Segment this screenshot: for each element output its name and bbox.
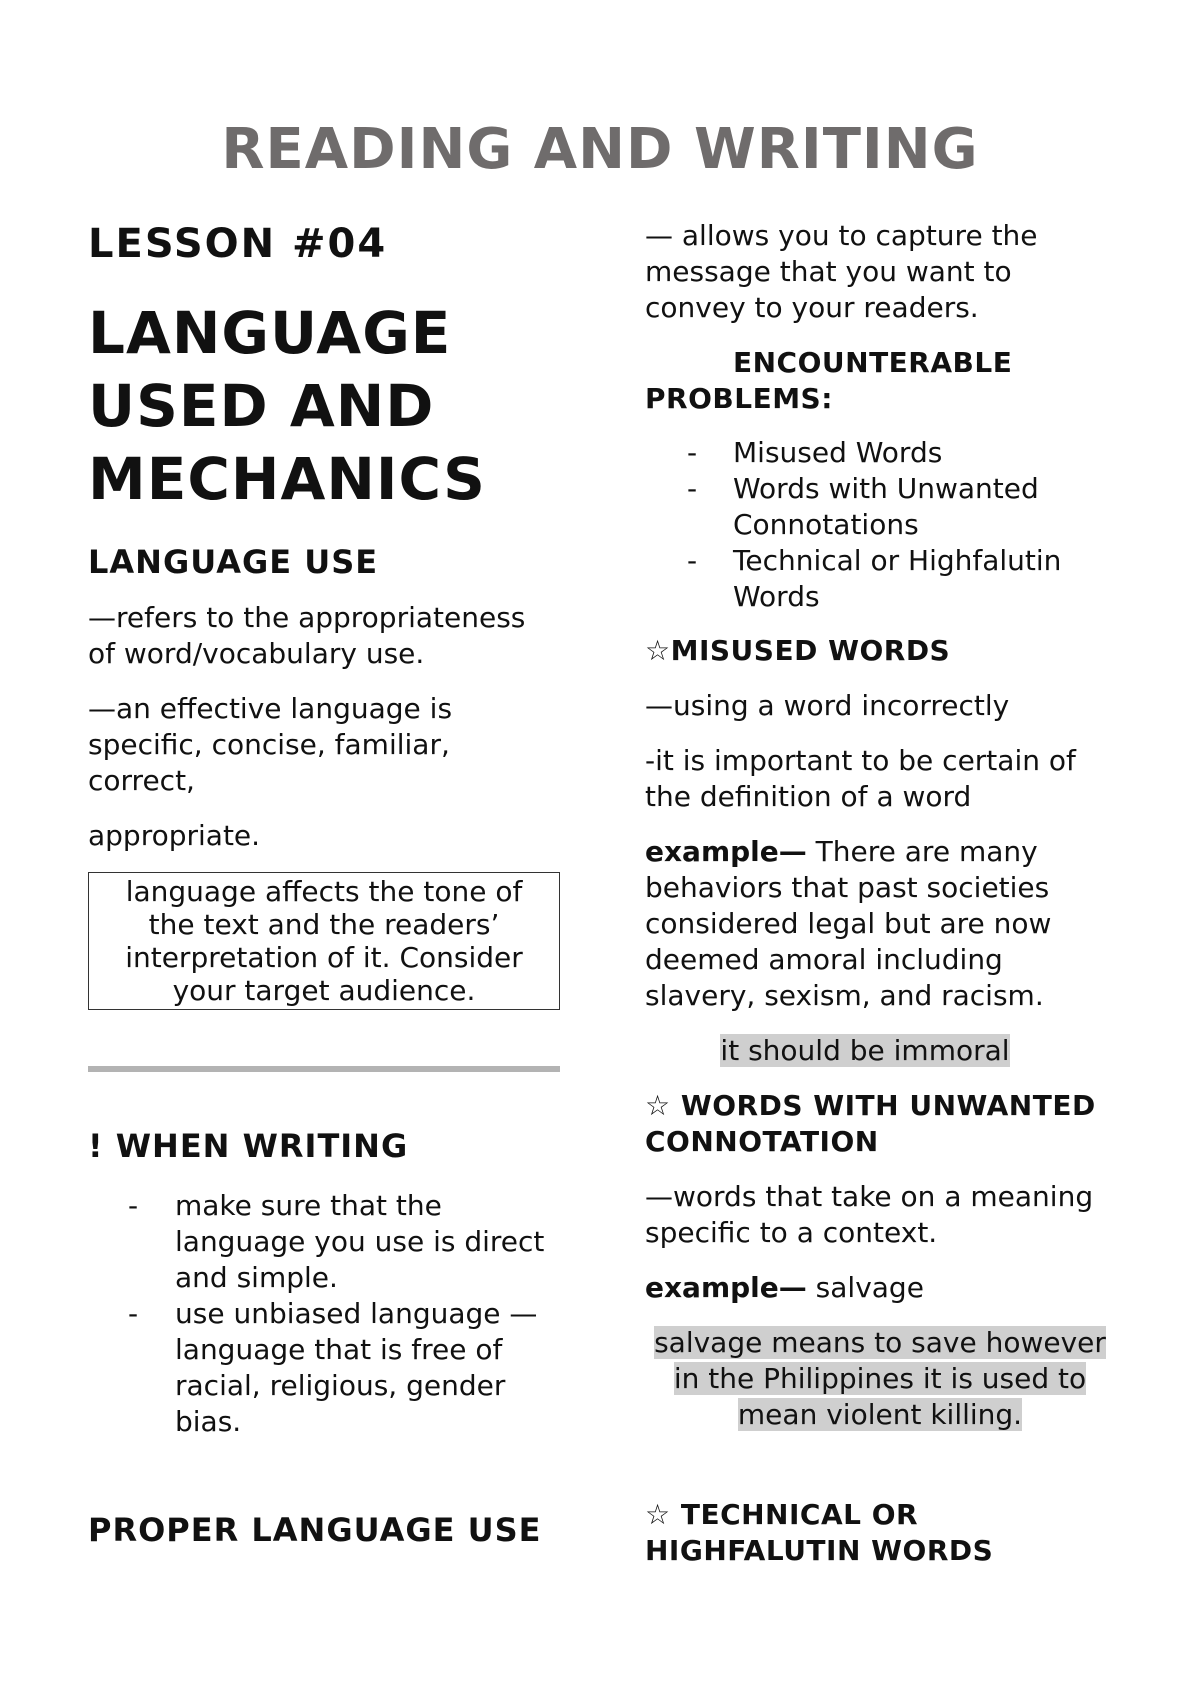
text-line: language affects the tone of xyxy=(125,875,523,908)
when-writing-heading: ! WHEN WRITING xyxy=(88,1127,409,1165)
heading-line: ENCOUNTERABLE xyxy=(733,346,1013,379)
heading-line: PROBLEMS: xyxy=(645,382,833,415)
example-text: There are many xyxy=(806,835,1038,868)
misused-words-example xyxy=(645,834,1135,1014)
when-writing-list xyxy=(88,1188,568,1440)
text-line xyxy=(645,1397,1115,1433)
text-line: Misused Words xyxy=(733,436,943,469)
text-line: —an effective language is xyxy=(88,692,453,725)
dash-bullet: - xyxy=(687,436,698,469)
appropriate-text: appropriate. xyxy=(88,819,261,852)
text-line: considered legal but are now xyxy=(645,907,1052,940)
misused-correction xyxy=(645,1033,1085,1069)
text-line: Technical or Highfalutin xyxy=(733,544,1062,577)
text-line: Words xyxy=(733,580,820,613)
technical-words-heading xyxy=(645,1497,1135,1569)
dash-bullet: - xyxy=(128,1189,139,1222)
right-column xyxy=(645,218,1135,1569)
proper-language-use-heading: PROPER LANGUAGE USE xyxy=(88,1511,542,1549)
text-line: and simple. xyxy=(175,1261,338,1294)
tone-callout-box xyxy=(88,872,560,1010)
text-line: use unbiased language — xyxy=(175,1297,538,1330)
text-line: -it is important to be certain of xyxy=(645,744,1076,777)
text-line: behaviors that past societies xyxy=(645,871,1050,904)
example-label: example— xyxy=(645,835,807,868)
text-line: slavery, sexism, and racism. xyxy=(645,979,1044,1012)
list-item xyxy=(687,543,1135,615)
list-item xyxy=(128,1188,568,1296)
highlighted-text: salvage means to save however xyxy=(654,1326,1106,1359)
lesson-title-line: MECHANICS xyxy=(88,445,486,513)
text-line: correct, xyxy=(88,764,195,797)
document-title: READING AND WRITING xyxy=(221,117,979,182)
heading-line: CONNOTATION xyxy=(645,1125,879,1158)
list-item xyxy=(687,435,1135,471)
text-line: Connotations xyxy=(733,508,919,541)
highlighted-text: in the Philippines it is used to xyxy=(673,1362,1087,1395)
text-line: make sure that the xyxy=(175,1189,442,1222)
text-line xyxy=(645,834,1135,870)
language-use-heading: LANGUAGE USE xyxy=(88,543,379,581)
dash-bullet: - xyxy=(128,1297,139,1330)
text-line: bias. xyxy=(175,1405,242,1438)
text-line: — allows you to capture the xyxy=(645,219,1038,252)
highlighted-text: it should be immoral xyxy=(720,1034,1010,1067)
misused-words-note xyxy=(645,743,1135,815)
text-line: deemed amoral including xyxy=(645,943,1003,976)
text-line: interpretation of it. Consider xyxy=(125,941,523,974)
example-label: example— xyxy=(645,1271,807,1304)
effective-language-text xyxy=(88,691,568,799)
text-line xyxy=(645,1361,1115,1397)
misused-words-definition: —using a word incorrectly xyxy=(645,689,1010,722)
text-line: —words that take on a meaning xyxy=(645,1180,1094,1213)
text-line: the text and the readers’ xyxy=(148,908,500,941)
heading-line: ☆ WORDS WITH UNWANTED xyxy=(645,1089,1096,1122)
text-line: language you use is direct xyxy=(175,1225,545,1258)
heading-line: HIGHFALUTIN WORDS xyxy=(645,1534,994,1567)
text-line: the definition of a word xyxy=(645,780,972,813)
capture-message-text xyxy=(645,218,1135,326)
dash-bullet: - xyxy=(687,544,698,577)
unwanted-connotation-example xyxy=(645,1270,1135,1306)
text-line: —refers to the appropriateness xyxy=(88,601,526,634)
section-divider xyxy=(88,1066,560,1072)
list-item xyxy=(687,471,1135,543)
text-line: your target audience. xyxy=(172,974,476,1007)
lesson-number: LESSON #04 xyxy=(88,221,388,267)
left-column xyxy=(88,215,568,1550)
example-text: salvage xyxy=(806,1271,924,1304)
lesson-title xyxy=(88,297,568,516)
lesson-title-line: USED AND xyxy=(88,372,435,440)
dash-bullet: - xyxy=(687,472,698,505)
highlighted-text: mean violent killing. xyxy=(737,1398,1023,1431)
problems-list xyxy=(645,435,1135,615)
unwanted-connotation-definition xyxy=(645,1179,1135,1251)
text-line: of word/vocabulary use. xyxy=(88,637,425,670)
language-use-definition xyxy=(88,600,568,672)
heading-line: ☆ TECHNICAL OR xyxy=(645,1498,919,1531)
text-line: Words with Unwanted xyxy=(733,472,1039,505)
text-line: specific to a context. xyxy=(645,1216,938,1249)
text-line: language that is free of xyxy=(175,1333,503,1366)
text-line: racial, religious, gender xyxy=(175,1369,506,1402)
text-line: specific, concise, familiar, xyxy=(88,728,450,761)
text-line: message that you want to xyxy=(645,255,1012,288)
text-line xyxy=(645,1325,1115,1361)
salvage-note xyxy=(645,1325,1115,1433)
misused-words-heading: ☆MISUSED WORDS xyxy=(645,634,951,667)
text-line: convey to your readers. xyxy=(645,291,979,324)
lesson-title-line: LANGUAGE xyxy=(88,299,452,367)
list-item xyxy=(128,1296,568,1440)
unwanted-connotation-heading xyxy=(645,1088,1135,1160)
encounterable-problems-heading xyxy=(645,345,1135,417)
